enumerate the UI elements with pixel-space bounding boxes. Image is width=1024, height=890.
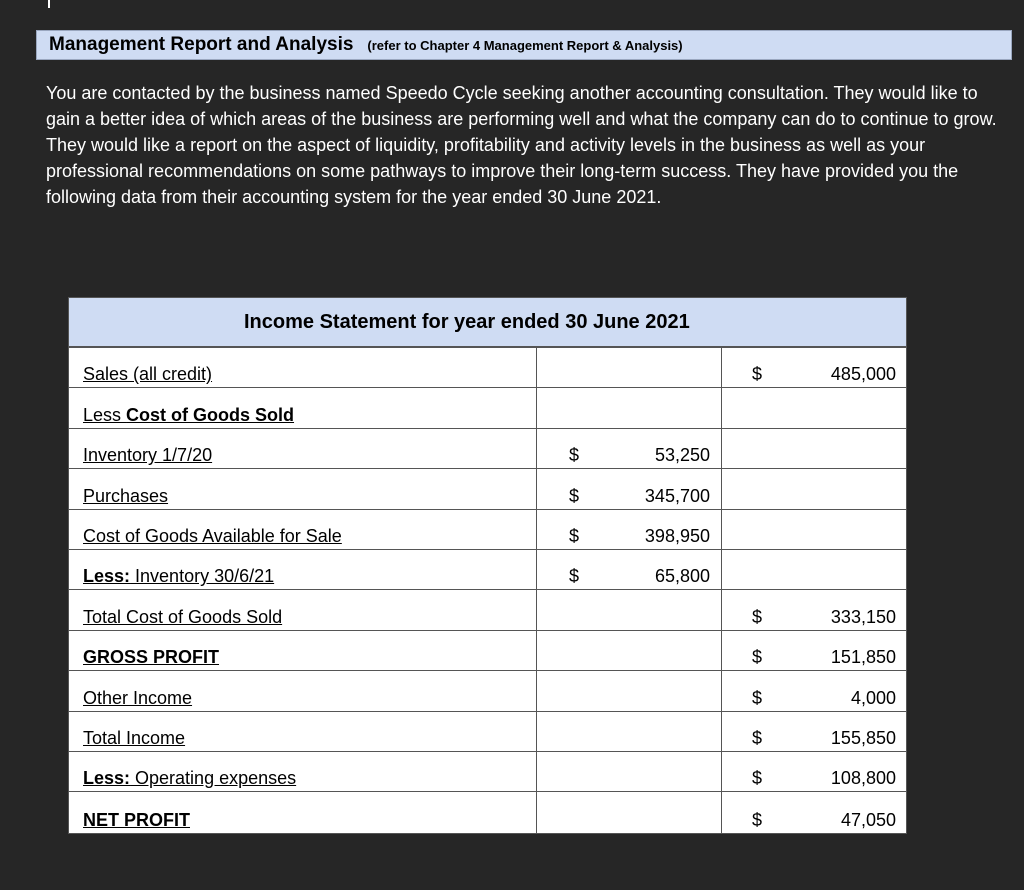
table-row [69, 510, 906, 550]
amount-gross-profit: 151,850 [830, 647, 896, 668]
table-row [69, 752, 906, 792]
row-label-gross-profit: GROSS PROFIT [83, 647, 220, 668]
table-row [69, 429, 906, 469]
amount-goods-available: 398,950 [644, 525, 710, 546]
currency-symbol: $ [569, 445, 580, 466]
section-header [36, 30, 1012, 60]
currency-symbol: $ [752, 647, 763, 668]
amount-operating-expenses: 108,800 [830, 768, 896, 789]
row-label-net-profit: NET PROFIT [83, 809, 190, 830]
amount-total-cogs: 333,150 [830, 606, 896, 627]
table-row [69, 550, 906, 590]
row-label-opening-inventory: Inventory 1/7/20 [83, 445, 213, 466]
section-title: Management Report and Analysis [49, 34, 354, 55]
intro-paragraph: You are contacted by the business named Speedo Cycle seeking another accounting consultation. They would like to gain a better idea of which areas of the business are performing well and what the company can do to continue to grow. They would like a report on the aspect of liquidity, profitability and activity levels in the business as well as your professional recommendations on some pathways to improve their long-term success. They have provided you the following data from their accounting system for the year ended 30 June 2021. [46, 83, 997, 207]
top-tick-mark [48, 0, 50, 8]
amount-other-income: 4,000 [850, 687, 896, 708]
income-statement-title: Income Statement for year ended 30 June 2021 [69, 298, 906, 348]
income-statement-table [68, 297, 907, 834]
currency-symbol: $ [752, 768, 763, 789]
row-label-purchases: Purchases [83, 485, 169, 506]
table-row [69, 590, 906, 630]
table-row [69, 388, 906, 428]
table-row [69, 348, 906, 388]
currency-symbol: $ [569, 485, 580, 506]
currency-symbol: $ [569, 525, 580, 546]
currency-symbol: $ [752, 687, 763, 708]
amount-closing-inventory: 65,800 [654, 566, 710, 587]
row-label-goods-available: Cost of Goods Available for Sale [83, 525, 342, 546]
amount-net-profit: 47,050 [840, 809, 896, 830]
row-label-total-cogs: Total Cost of Goods Sold [83, 606, 283, 627]
row-label-other-income: Other Income [83, 687, 193, 708]
table-row [69, 712, 906, 752]
table-row [69, 469, 906, 509]
amount-purchases: 345,700 [644, 485, 710, 506]
currency-symbol: $ [569, 566, 580, 587]
row-label-total-income: Total Income [83, 727, 186, 748]
table-row [69, 671, 906, 711]
currency-symbol: $ [752, 727, 763, 748]
table-row [69, 792, 906, 832]
currency-symbol: $ [752, 364, 763, 385]
table-row [69, 631, 906, 671]
amount-total-income: 155,850 [830, 727, 896, 748]
amount-opening-inventory: 53,250 [654, 445, 710, 466]
amount-sales: 485,000 [830, 364, 896, 385]
row-label-sales: Sales (all credit) [83, 364, 213, 385]
currency-symbol: $ [752, 606, 763, 627]
section-subtitle: (refer to Chapter 4 Management Report & Analysis) [367, 37, 683, 53]
row-label-closing-inventory: Less: Inventory 30/6/21 [83, 566, 275, 587]
row-label-less-cogs: Less Cost of Goods Sold [83, 404, 295, 425]
currency-symbol: $ [752, 809, 763, 830]
row-label-operating-expenses: Less: Operating expenses [83, 768, 297, 789]
